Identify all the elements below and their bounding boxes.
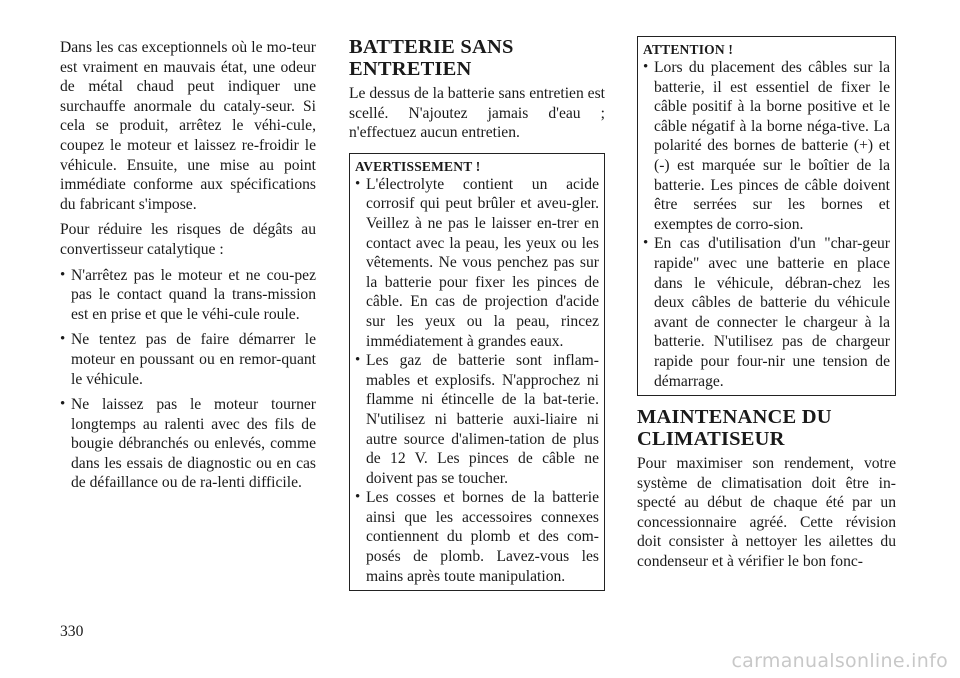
paragraph-battery: Le dessus de la batterie sans entretien est scellé. N'ajoutez jamais d'eau ; n'effectuez aucun entretien. [349, 85, 605, 142]
list-item: • Ne tentez pas de faire démarrer le moteur en poussant ou en remor-quant le véhicule. [60, 330, 316, 389]
page-number: 330 [60, 623, 84, 640]
warning-title: AVERTISSEMENT ! [355, 158, 481, 174]
list-item: • L'électrolyte contient un acide corrosif qui peut brûler et aveu-gler. Veillez à ne pas le laisser en-trer en contact avec la peau, les yeux ou les vêtements. Ne vous penchez pas sur la batterie pour fixer les pinces de câble. En cas de projection d'acide sur les yeux ou la peau, rincez immédiatement à grandes eaux. [355, 175, 599, 351]
column-left [60, 38, 316, 499]
list-item: • Les gaz de batterie sont inflam-mables et explosifs. N'approchez ni flamme ni étincelle de la bat-terie. N'utilisez ni batterie auxi-liaire ni autre source d'alimen-tation de plus de 12 V. Les pinces de câble ne doivent pas se toucher. [355, 351, 599, 488]
column-right [637, 36, 896, 578]
watermark: carmanualsonline.info [731, 650, 948, 672]
list-item: • Ne laissez pas le moteur tourner longtemps au ralenti avec des fils de bougie débranchés ou enlevés, comme dans les essais de diagnostic ou en cas de défaillance ou de ra-lenti difficile. [60, 395, 316, 493]
paragraph-reduce-risk: Pour réduire les risques de dégâts au convertisseur catalytique : [60, 221, 316, 258]
warning-list [355, 175, 599, 586]
list-item: • N'arrêtez pas le moteur et ne cou-pez pas le contact quand la trans-mission est en prise et que le véhi-cule roule. [60, 266, 316, 325]
caution-box [637, 36, 896, 396]
warning-box [349, 153, 605, 591]
paragraph-air-conditioning: Pour maximiser son rendement, votre système de climatisation doit être in-specté au début de chaque été par un concessionnaire agréé. Cette révision doit consister à nettoyer les ailettes du condenseur et à vérifier le bon fonc- [637, 455, 896, 571]
list-item: • Lors du placement des câbles sur la batterie, il est essentiel de fixer le câble positif à la borne positive et le câble négatif à la borne néga-tive. La polarité des bornes de batterie (+) et (-) est marquée sur le boîtier de la batterie. Les pinces de câble doivent être serrées sur les bornes et exemptes de corro-sion. [643, 58, 890, 234]
list-item: • Les cosses et bornes de la batterie ainsi que les accessoires connexes contiennent du plomb et des com-posés de plomb. Lavez-vous les mains après toute manipulation. [355, 488, 599, 586]
list-item: • En cas d'utilisation d'un "char-geur rapide" avec une batterie en place dans le véhicule, débran-chez les deux câbles de batterie du véhicule avant de connecter le chargeur à la batterie. N'utilisez pas de chargeur rapide pour four-nir une tension de démarrage. [643, 234, 890, 391]
heading-air-conditioning: MAINTENANCE DU CLIMATISEUR [637, 406, 832, 451]
catalyst-tips-list [60, 266, 316, 494]
paragraph-catalyst-overheat: Dans les cas exceptionnels où le mo-teur est vraiment en mauvais état, une odeur de métal chaud peut indiquer une surchauffe anormale du cataly-seur. Si cela se produit, arrêtez le véhi-cule, coupez le moteur et laissez re-froidir le véhicule. Ensuite, une mise au point immédiate conforme aux spécifications du fabricant s'impose. [60, 39, 316, 213]
caution-title: ATTENTION ! [643, 42, 734, 57]
heading-battery: BATTERIE SANS ENTRETIEN [349, 36, 514, 80]
column-middle [349, 36, 605, 601]
caution-list [643, 58, 890, 391]
